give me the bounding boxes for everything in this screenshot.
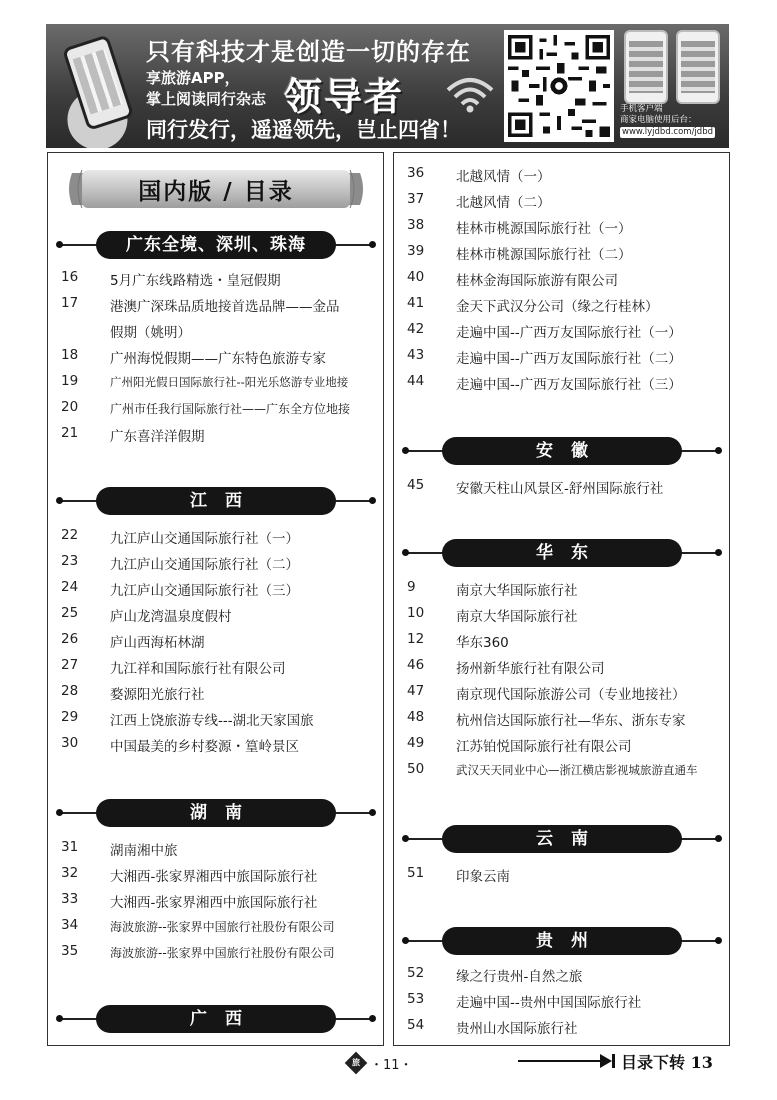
entry-title: 假期（姚明） [110,325,191,341]
arrow-stop-bar [612,1054,615,1068]
bullet-dot-icon [715,937,722,944]
entry-title: 走遍中国--广西万友国际旅行社（二） [456,351,682,367]
toc-entry[interactable] [48,731,385,757]
page-number: 36 [407,165,425,181]
page-number: 23 [61,553,79,569]
page-number: 38 [407,217,425,233]
page-number: 39 [407,243,425,259]
section-header-hunan [56,799,376,827]
toc-entry[interactable] [48,627,385,653]
entry-title: 华东360 [456,635,509,651]
page-number: 33 [61,891,79,907]
page-number: 37 [407,191,425,207]
toc-entry[interactable] [394,961,731,987]
page-number: 26 [61,631,79,647]
entry-title: 广州海悦假期——广东特色旅游专家 [110,351,326,367]
entry-title: 庐山西海柘林湖 [110,635,205,651]
entry-title: 南京大华国际旅行社 [456,609,578,625]
page-number: 24 [61,579,79,595]
entry-title: 九江祥和国际旅行社有限公司 [110,661,286,677]
toc-entry[interactable] [394,757,731,783]
page-number: 12 [407,631,425,647]
toc-entry[interactable] [394,861,731,887]
entry-title: 桂林市桃源国际旅行社（一） [456,221,632,237]
phone-in-hand-illustration [46,24,153,148]
entry-title: 桂林市桃源国际旅行社（二） [456,247,632,263]
page-number: 30 [61,735,79,751]
caption-merchant-backend: 商家电脑使用后台： [620,115,697,125]
banner-app-text [146,68,266,110]
entry-title: 庐山龙湾温泉度假村 [110,609,232,625]
entry-title: 港澳广深珠品质地接首选品牌——金品 [110,299,340,315]
bullet-dot-icon [715,835,722,842]
page-number: 21 [61,425,79,441]
page-number: 28 [61,683,79,699]
toc-entry[interactable] [394,343,731,369]
entry-title: 安徽天柱山风景区-舒州国际旅行社 [456,481,664,497]
bullet-dot-icon [402,835,409,842]
entry-title: 江苏铂悦国际旅行社有限公司 [456,739,632,755]
toc-entry[interactable] [394,369,731,395]
page-number: 10 [407,605,425,621]
toc-right-column [393,152,730,1046]
page-number: 48 [407,709,425,725]
toc-entry[interactable] [394,987,731,1013]
page-number: 22 [61,527,79,543]
bullet-dot-icon [56,497,63,504]
phone-screen [73,49,123,115]
toc-entry[interactable] [394,317,731,343]
section-title: 安徽 [442,437,682,465]
bullet-dot-icon [369,497,376,504]
section-title: 广西 [96,1005,336,1033]
page-number: 18 [61,347,79,363]
toc-entry[interactable] [48,913,385,939]
entry-title: 大湘西-张家界湘西中旅国际旅行社 [110,869,318,885]
entry-title: 海波旅游--张家界中国旅行社股份有限公司 [110,920,335,934]
entry-title: 印象云南 [456,869,510,885]
section-header-anhui [402,437,722,465]
toc-entry[interactable] [48,835,385,861]
page-number: 31 [61,839,79,855]
toc-entry[interactable] [394,265,731,291]
backend-url-link[interactable]: www.lyjdbd.com/jdbd [622,127,713,137]
toc-entry[interactable] [48,861,385,887]
entry-title: 大湘西-张家界湘西中旅国际旅行社 [110,895,318,911]
toc-entry[interactable] [394,187,731,213]
bullet-dot-icon [402,549,409,556]
toc-title-banner [66,167,366,211]
bullet-dot-icon [56,1015,63,1022]
toc-entry[interactable] [394,731,731,757]
banner-big-word: 领导者 [284,75,405,119]
toc-entry[interactable] [48,369,385,395]
entry-title: 南京现代国际旅游公司（专业地接社） [456,687,686,703]
entry-title: 广东喜洋洋假期 [110,429,205,445]
toc-entry[interactable] [394,473,731,499]
page-number: 44 [407,373,425,389]
page-number: 9 [407,579,416,595]
arrow-right-icon [600,1054,612,1068]
continued-text: 目录下转 13 [621,1052,713,1072]
section-title: 广东全境、深圳、珠海 [96,231,336,259]
section-title: 华东 [442,539,682,567]
toc-entry[interactable] [394,679,731,705]
toc-entry[interactable] [394,705,731,731]
toc-entry[interactable] [48,291,385,317]
page-number: 51 [407,865,425,881]
page-number: 16 [61,269,79,285]
qr-code[interactable] [504,30,614,142]
continued-link[interactable] [518,1050,713,1072]
entry-title: 南京大华国际旅行社 [456,583,578,599]
section-header-guizhou [402,927,722,955]
toc-entry[interactable] [394,213,731,239]
phones-caption [620,104,726,138]
phone-preview-icon [676,30,720,104]
section-title: 贵州 [442,927,682,955]
entry-title: 走遍中国--广西万友国际旅行社（三） [456,377,682,393]
toc-entry[interactable] [394,653,731,679]
entry-title: 婺源阳光旅行社 [110,687,205,703]
section-header-huadong [402,539,722,567]
toc-entry[interactable] [48,939,385,965]
phone-preview-icon [624,30,668,104]
toc-entry[interactable] [48,601,385,627]
toc-entry[interactable] [48,265,385,291]
page-number: 53 [407,991,425,1007]
entry-title: 九江庐山交通国际旅行社（二） [110,557,299,573]
toc-entry[interactable] [48,575,385,601]
section-title: 江西 [96,487,336,515]
toc-entry[interactable] [394,627,731,653]
entry-title: 走遍中国--贵州中国国际旅行社 [456,995,642,1011]
bullet-dot-icon [369,241,376,248]
arrow-line [518,1060,600,1062]
toc-entry[interactable] [48,395,385,421]
entry-title: 贵州山水国际旅行社 [456,1021,578,1037]
page-number: 17 [61,295,79,311]
entry-title: 北越风情（一） [456,169,551,185]
caption-mobile-client: 手机客户端 [620,104,663,114]
entry-title: 扬州新华旅行社有限公司 [456,661,605,677]
bullet-dot-icon [402,937,409,944]
entry-title: 北越风情（二） [456,195,551,211]
magazine-badge-icon [345,1052,368,1075]
toc-entry[interactable] [48,653,385,679]
entry-title: 杭州信达国际旅行社—华东、浙东专家 [456,713,686,729]
entry-title: 缘之行贵州-自然之旅 [456,969,583,985]
section-header-jiangxi [56,487,376,515]
entry-title: 九江庐山交通国际旅行社（三） [110,583,299,599]
toc-entry[interactable] [48,549,385,575]
page-number: 42 [407,321,425,337]
entry-title: 广州市任我行国际旅行社——广东全方位地接 [110,402,351,416]
entry-title: 中国最美的乡村婺源・篁岭景区 [110,739,299,755]
page-number: 54 [407,1017,425,1033]
section-title: 湖南 [96,799,336,827]
banner-app-line1: 享旅游APP， [146,69,240,87]
page-number: 45 [407,477,425,493]
entry-title: 金天下武汉分公司（缘之行桂林） [456,299,659,315]
entry-title: 走遍中国--广西万友国际旅行社（一） [456,325,682,341]
bullet-dot-icon [402,447,409,454]
banner-slogan: 同行发行，遥遥领先，岂止四省！ [146,118,461,142]
toc-left-column [47,152,384,1046]
badge-text: 旅 [352,1058,360,1067]
bullet-dot-icon [715,549,722,556]
entry-title: 海波旅游--张家界中国旅行社股份有限公司 [110,946,335,960]
banner-app-line2: 掌上阅读同行杂志 [146,90,267,108]
page-number: 43 [407,347,425,363]
toc-entry[interactable] [394,239,731,265]
bullet-dot-icon [56,241,63,248]
page-number: 41 [407,295,425,311]
page-number: 29 [61,709,79,725]
page-number: 49 [407,735,425,751]
section-header-guangdong [56,231,376,259]
toc-entry[interactable] [394,601,731,627]
entry-title: 桂林金海国际旅游有限公司 [456,273,618,289]
banner-headline: 只有科技才是创造一切的存在 [146,38,471,66]
wifi-icon [444,74,496,114]
toc-entry-continued[interactable] [48,317,385,343]
toc-entry[interactable] [48,523,385,549]
entry-title: 湖南湘中旅 [110,843,178,859]
bullet-dot-icon [715,447,722,454]
qr-code-graphic [508,34,610,138]
entry-title: 5月广东线路精选・皇冠假期 [110,273,281,289]
page-number: 52 [407,965,425,981]
page-number: 25 [61,605,79,621]
mobile-client-preview [620,28,726,144]
page-number: 27 [61,657,79,673]
section-title: 云南 [442,825,682,853]
page-number: 32 [61,865,79,881]
page-number: 20 [61,399,79,415]
toc-entry[interactable] [48,887,385,913]
entry-title: 武汉天天同业中心—浙江横店影视城旅游直通车 [456,763,698,777]
toc-title: 国内版 / 目录 [138,179,294,205]
page-number: 47 [407,683,425,699]
toc-entry[interactable] [394,291,731,317]
app-promo-banner[interactable] [46,24,729,148]
page-number: 34 [61,917,79,933]
page-number: 50 [407,761,425,777]
toc-entry[interactable] [48,421,385,447]
bullet-dot-icon [369,1015,376,1022]
bullet-dot-icon [56,809,63,816]
page-number: 35 [61,943,79,959]
entry-title: 广州阳光假日国际旅行社--阳光乐悠游专业地接 [110,375,349,389]
toc-entry[interactable] [48,679,385,705]
toc-entry[interactable] [48,705,385,731]
entry-title: 江西上饶旅游专线---湖北天家国旅 [110,713,314,729]
page-footer [348,1054,413,1072]
toc-entry[interactable] [394,575,731,601]
toc-entry[interactable] [48,343,385,369]
toc-entry[interactable] [394,161,731,187]
page-number-label: ・11・ [370,1057,413,1073]
toc-entry[interactable] [394,1013,731,1039]
bullet-dot-icon [369,809,376,816]
page-number: 40 [407,269,425,285]
page-number: 19 [61,373,79,389]
section-header-guangxi [56,1005,376,1033]
page-number: 46 [407,657,425,673]
entry-title: 九江庐山交通国际旅行社（一） [110,531,299,547]
section-header-yunnan [402,825,722,853]
